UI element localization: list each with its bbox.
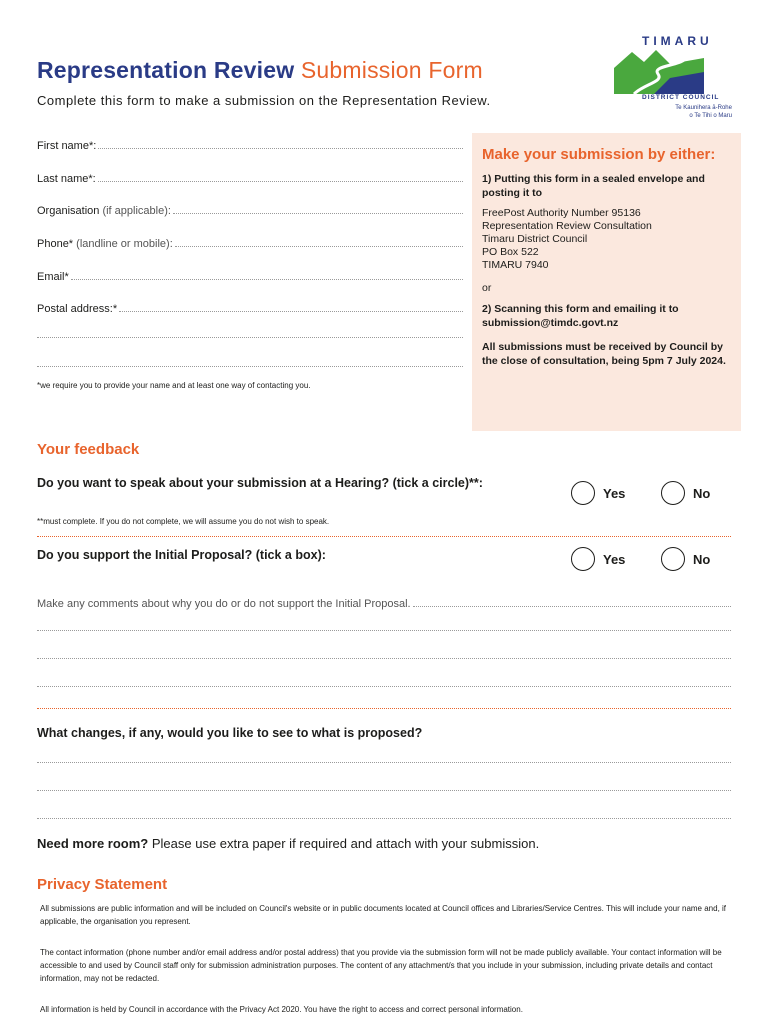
hearing-yes-circle[interactable] (571, 481, 595, 505)
first-name-label: First name*: (37, 140, 97, 152)
postal-address-block: FreePost Authority Number 95136 Representation Review Consultation Timaru District Council PO Box 522 TIMARU 7940 (482, 207, 652, 271)
logo-district-council: DISTRICT COUNCIL (642, 94, 720, 101)
email-field[interactable] (37, 269, 463, 283)
changes-input-line-3[interactable] (37, 818, 731, 819)
title-accent: Submission Form (300, 57, 483, 83)
proposal-no-option[interactable]: No (661, 547, 710, 571)
comments-label: Make any comments about why you do or do not support the Initial Proposal. (37, 598, 411, 610)
postal-address-line-2[interactable] (37, 337, 463, 338)
changes-question: What changes, if any, would you like to see to what is proposed? (37, 726, 423, 740)
council-logo (612, 34, 732, 126)
phone-input-line[interactable] (175, 246, 463, 247)
feedback-divider-1 (37, 536, 731, 537)
logo-maori-name: Te Kaunihera ā-Rohe o Te Tihi o Maru (675, 105, 732, 119)
phone-field[interactable] (37, 236, 463, 250)
hearing-note: **must complete. If you do not complete, we will assume you do not wish to speak. (37, 517, 330, 526)
logo-landscape-icon (614, 48, 704, 94)
or-separator: or (482, 282, 492, 294)
postal-address-label: Postal address:* (37, 303, 118, 315)
last-name-field[interactable] (37, 171, 463, 185)
last-name-input-line[interactable] (98, 181, 463, 182)
privacy-paragraph-2: The contact information (phone number and/or email address and/or postal address) that you provide via the submission form will not be made publicly available. Your contact information will be accessible to and used by Council staff only for submission administration purposes. The content of any attachment/s that you include in your submission, including private details and contact information, may not be redacted. (40, 948, 722, 983)
changes-input-line-2[interactable] (37, 790, 731, 791)
postal-address-field[interactable] (37, 301, 463, 315)
title-bold: Representation Review (37, 57, 295, 83)
phone-label: Phone* (landline or mobile): (37, 238, 173, 250)
comments-input-line-2[interactable] (37, 630, 731, 631)
organisation-input-line[interactable] (173, 213, 463, 214)
comments-input-line-1[interactable] (413, 606, 731, 607)
hearing-no-circle[interactable] (661, 481, 685, 505)
privacy-paragraph-1: All submissions are public information and will be included on Council's website or in public documents located at Council offices and Libraries/Service Centres. This will include your name and, if applicable, the organisation you represent. (40, 904, 727, 926)
proposal-yes-option[interactable]: Yes (571, 547, 625, 571)
first-name-field[interactable] (37, 138, 463, 152)
privacy-paragraph-3: All information is held by Council in accordance with the Privacy Act 2020. You have the right to access and correct personal information. (40, 1005, 523, 1014)
email-input-line[interactable] (71, 279, 463, 280)
hearing-no-option[interactable]: No (661, 481, 710, 505)
privacy-heading: Privacy Statement (37, 876, 168, 893)
page-title (37, 57, 483, 84)
logo-wordmark: TIMARU (642, 34, 713, 48)
organisation-field[interactable] (37, 203, 463, 217)
comments-input-line-4[interactable] (37, 686, 731, 687)
email-label: Email* (37, 271, 69, 283)
first-name-input-line[interactable] (98, 148, 463, 149)
contact-requirement-note: *we require you to provide your name and at least one way of contacting you. (37, 381, 311, 390)
proposal-no-circle[interactable] (661, 547, 685, 571)
comments-field[interactable] (37, 596, 731, 610)
changes-input-line-1[interactable] (37, 762, 731, 763)
email-option: 2) Scanning this form and emailing it to submission@timdc.govt.nz (482, 303, 679, 329)
organisation-label: Organisation (if applicable): (37, 205, 171, 217)
hearing-yes-option[interactable]: Yes (571, 481, 625, 505)
proposal-yes-circle[interactable] (571, 547, 595, 571)
hearing-question: Do you want to speak about your submission at a Hearing? (tick a circle)**: (37, 476, 483, 490)
submission-methods-heading: Make your submission by either: (482, 146, 716, 163)
submission-deadline: All submissions must be received by Council by the close of consultation, being 5pm 7 July 2024. (482, 341, 726, 367)
postal-address-line-3[interactable] (37, 366, 463, 367)
feedback-divider-2 (37, 708, 731, 709)
need-more-room: Need more room? Please use extra paper if required and attach with your submission. (37, 836, 540, 851)
submission-methods-box (472, 133, 741, 431)
comments-input-line-3[interactable] (37, 658, 731, 659)
postal-address-input-line[interactable] (119, 311, 463, 312)
feedback-heading: Your feedback (37, 441, 140, 458)
post-option: 1) Putting this form in a sealed envelope and posting it to (482, 173, 705, 199)
last-name-label: Last name*: (37, 173, 96, 185)
page-subtitle: Complete this form to make a submission on the Representation Review. (37, 93, 491, 108)
proposal-question: Do you support the Initial Proposal? (tick a box): (37, 548, 326, 562)
